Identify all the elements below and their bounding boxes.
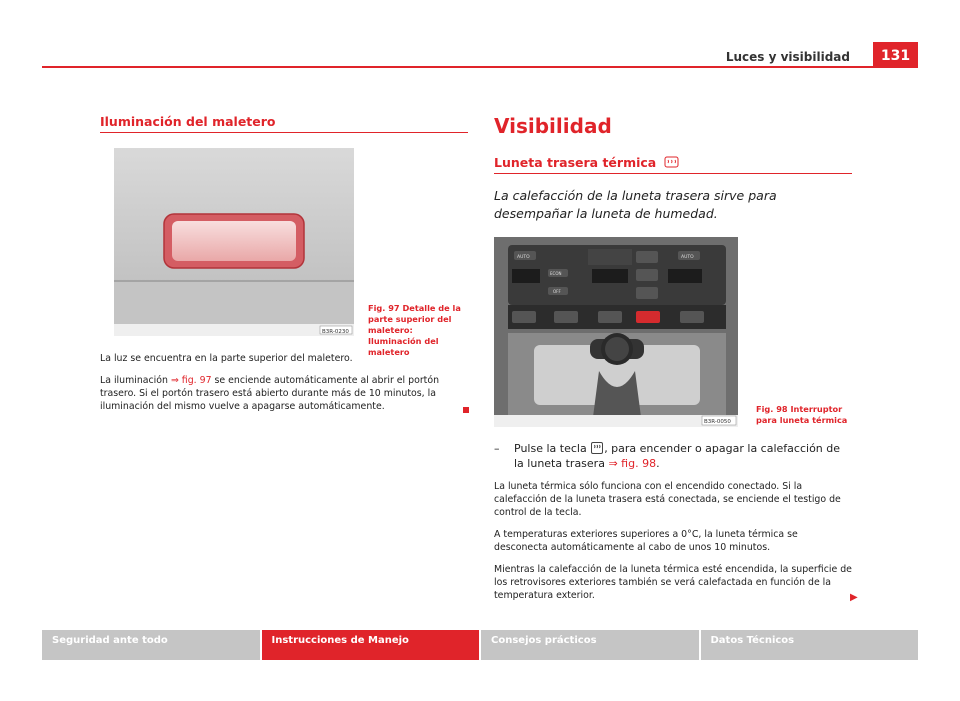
rear-defogger-key-icon <box>591 442 603 454</box>
caption-label: Fig. 97 <box>368 303 400 313</box>
paragraph-ignition: La luneta térmica sólo funciona con el encendido conectado. Si la calefacción de la luneta trasera está conectada, se enciende el testigo de control de la tecla. <box>494 481 841 518</box>
footer-nav <box>42 630 918 660</box>
figure-code: B3R-0230 <box>322 329 349 335</box>
footer-tab-seguridad[interactable]: Seguridad ante todo <box>42 630 260 660</box>
section-end-marker <box>463 407 469 413</box>
footer-tab-consejos[interactable]: Consejos prácticos <box>481 630 699 660</box>
footer-tab-datos[interactable]: Datos Técnicos <box>701 630 919 660</box>
left-column <box>100 114 468 413</box>
svg-text:OFF: OFF <box>553 289 561 294</box>
right-column <box>482 114 852 602</box>
paragraph-mirrors: Mientras la calefacción de la luneta térmica esté encendida, la superficie de los retrovisores exteriores también se verá calefactada en función de la temperatura exterior. <box>494 564 852 601</box>
figure-97 <box>100 148 468 357</box>
paragraph-temperature: A temperaturas exteriores superiores a 0°C, la luneta térmica se desconecta automáticamente al cabo de unos 10 minutos. <box>494 529 798 553</box>
chapter-title-visibility: Visibilidad <box>494 114 612 138</box>
footer-tab-instrucciones[interactable]: Instrucciones de Manejo <box>262 630 480 660</box>
page-number: 131 <box>873 42 918 68</box>
header-rule <box>42 66 918 68</box>
trunk-light-illustration <box>114 148 354 336</box>
figure-98 <box>482 237 852 427</box>
figure-98-link[interactable]: ⇒ fig. 98 <box>608 457 657 470</box>
figure-98-caption <box>756 404 852 426</box>
section-title-trunk-light: Iluminación del maletero <box>100 114 468 133</box>
caption-label: Fig. 98 <box>756 404 788 414</box>
paragraph-light-behaviour: La iluminación ⇒ fig. 97 se enciende automáticamente al abrir el portón trasero. Si el portón trasero está abierto durante más de 10 minutos, la iluminación del mismo vuelve a apagarse automáticamente. <box>100 375 440 412</box>
figure-97-caption <box>368 303 468 358</box>
section-title-rear-defogger: Luneta trasera térmica <box>494 155 852 174</box>
climate-control-panel-illustration <box>494 237 738 427</box>
caption-text: Interruptor para luneta térmica <box>756 404 848 425</box>
svg-text:AUTO: AUTO <box>681 255 694 260</box>
figure-97-link[interactable]: ⇒ fig. 97 <box>170 375 212 386</box>
instruction-step: – Pulse la tecla , para encender o apagar la calefacción de la luneta trasera ⇒ fig. 98. <box>494 442 841 470</box>
figure-code: B3R-0050 <box>704 419 731 425</box>
continue-arrow: ▶ <box>850 592 858 603</box>
running-header-title: Luces y visibilidad <box>725 50 850 64</box>
svg-text:AUTO: AUTO <box>517 255 530 260</box>
caption-text: Detalle de la parte superior del maletero: Iluminación del maletero <box>368 303 461 357</box>
paragraph-light-location: La luz se encuentra en la parte superior del maletero. <box>100 353 353 364</box>
svg-text:ECON: ECON <box>550 271 562 276</box>
section-intro: La calefacción de la luneta trasera sirve para desempañar la luneta de humedad. <box>494 188 777 221</box>
rear-defogger-icon <box>664 156 679 168</box>
